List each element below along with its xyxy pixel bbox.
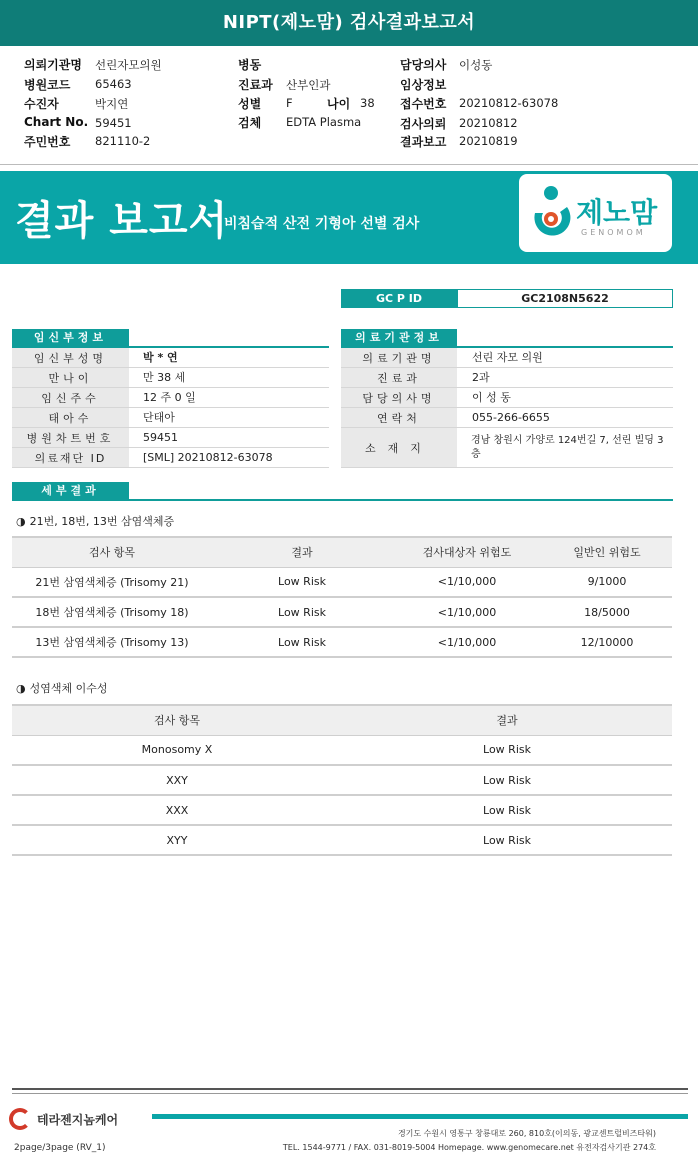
institution-row-value: 055-266-6655 — [472, 410, 550, 424]
table-cell: XXY — [12, 765, 342, 795]
table-cell: Monosomy X — [12, 735, 342, 765]
table-cell: Low Risk — [212, 567, 392, 597]
institution-row — [341, 428, 673, 468]
logo-text-ko: 제노맘 — [576, 196, 658, 229]
doctor-label: 담당의사 — [400, 58, 447, 72]
footer-accent-band — [152, 1114, 688, 1119]
dept-label: 진료과 — [238, 78, 273, 92]
table-row — [12, 795, 672, 825]
half-circle-icon: ◑ — [16, 682, 26, 695]
address-line-1: 경기도 수원시 영통구 창룡대로 260, 810호(이의동, 광교센트럴비즈타워) — [397, 1129, 656, 1138]
report-title: NIPT(제노맘) 검사결과보고서 — [0, 0, 698, 46]
table-cell: Low Risk — [342, 825, 672, 855]
table-row — [12, 567, 672, 597]
receipt-label: 접수번호 — [400, 97, 447, 111]
column-header: 결과 — [342, 705, 672, 735]
dept-value: 산부인과 — [286, 78, 331, 92]
examinee-value: 박지연 — [95, 97, 129, 111]
company-name: 테라젠지놈케어 — [37, 1113, 119, 1127]
column-header: 일반인 위험도 — [542, 537, 672, 567]
doctor-value: 이성동 — [459, 58, 493, 72]
pregnant-row — [12, 388, 329, 408]
institution-row-key: 진료과 — [341, 368, 457, 387]
rrn-value: 821110-2 — [95, 134, 151, 148]
detail-section-line — [12, 499, 673, 501]
patient-info-block — [0, 52, 698, 162]
pregnant-row-key: 병원차트번호 — [12, 428, 129, 447]
table-cell: XYY — [12, 825, 342, 855]
institution-row-key: 연락처 — [341, 408, 457, 427]
age-label: 나이 — [327, 97, 351, 111]
sexchrom-heading — [16, 680, 108, 696]
institution-row — [341, 388, 673, 408]
specimen-label: 검체 — [238, 116, 262, 130]
info-divider — [0, 164, 698, 165]
table-row — [12, 765, 672, 795]
table-cell: 21번 삼염색체증 (Trisomy 21) — [12, 567, 212, 597]
request-value: 20210812 — [459, 116, 518, 130]
institution-row-key: 소재지 — [341, 428, 457, 467]
pregnant-row — [12, 368, 329, 388]
request-label: 검사의뢰 — [400, 117, 447, 131]
banner-title: 결과 보고서 — [15, 198, 229, 244]
sex-label: 성별 — [238, 97, 262, 111]
table-cell: <1/10,000 — [392, 597, 542, 627]
column-header: 검사 항목 — [12, 705, 342, 735]
institution-row — [341, 408, 673, 428]
institution-row-key: 의료기관명 — [341, 348, 457, 367]
column-header: 결과 — [212, 537, 392, 567]
specimen-value: EDTA Plasma — [286, 115, 362, 129]
pregnant-row — [12, 428, 329, 448]
gcpid-field — [341, 289, 673, 308]
table-cell: Low Risk — [212, 597, 392, 627]
pregnant-row-value: 박 * 연 — [143, 350, 178, 364]
pregnant-row-key: 태아수 — [12, 408, 129, 427]
report-date-value: 20210819 — [459, 134, 518, 148]
institution-row-value: 선린 자모 의원 — [472, 350, 543, 364]
column-header: 검사대상자 위험도 — [392, 537, 542, 567]
chart-value: 59451 — [95, 116, 132, 130]
half-circle-icon: ◑ — [16, 515, 26, 528]
institution-row — [341, 348, 673, 368]
logo-text-en: GENOMOM — [581, 228, 646, 237]
table-cell: XXX — [12, 795, 342, 825]
pregnant-row-key: 의료재단 ID — [12, 448, 129, 467]
pregnant-row-key: 임신부성명 — [12, 348, 129, 367]
table-row — [12, 735, 672, 765]
pregnant-row-value: [SML] 20210812-63078 — [143, 450, 273, 464]
institution-info-table — [341, 348, 673, 468]
institution-row-value: 이 성 동 — [472, 390, 511, 404]
footer-divider-thin — [12, 1093, 688, 1094]
pregnant-row-value: 단태아 — [143, 410, 175, 424]
institution-row-value: 2과 — [472, 370, 490, 384]
column-header: 검사 항목 — [12, 537, 212, 567]
institution-section-tab: 의료기관정보 — [341, 329, 457, 346]
institution-row-key: 담당의사명 — [341, 388, 457, 407]
hospital-code-value: 65463 — [95, 77, 132, 91]
table-cell: <1/10,000 — [392, 567, 542, 597]
gcpid-value: GC2108N5622 — [457, 289, 673, 308]
trisomy-table — [12, 536, 672, 658]
receipt-value: 20210812-63078 — [459, 96, 559, 110]
detail-section-tab: 세부결과 — [12, 482, 129, 499]
pregnant-row — [12, 348, 329, 368]
table-row — [12, 825, 672, 855]
hospital-code-label: 병원코드 — [24, 78, 71, 92]
table-cell: Low Risk — [342, 765, 672, 795]
pregnant-row-key: 만나이 — [12, 368, 129, 387]
pregnant-row-value: 59451 — [143, 430, 178, 444]
pregnant-row — [12, 448, 329, 468]
sexchrom-table — [12, 704, 672, 856]
institution-row-value: 경남 창원시 가양로 124번길 7, 선린 빌딩 3층 — [471, 434, 664, 460]
genomom-logo — [519, 174, 672, 252]
table-cell: Low Risk — [342, 795, 672, 825]
ward-label: 병동 — [238, 58, 262, 72]
institution-value: 선린자모의원 — [95, 58, 162, 72]
institution-row — [341, 368, 673, 388]
report-date-label: 결과보고 — [400, 135, 447, 149]
table-cell: Low Risk — [212, 627, 392, 657]
pregnant-section-tab: 임신부정보 — [12, 329, 129, 346]
page-number: 2page/3page (RV_1) — [14, 1143, 106, 1153]
chart-label: Chart No. — [24, 115, 89, 129]
banner-subtitle: 비침습적 산전 기형아 선별 검사 — [224, 216, 420, 232]
table-cell: Low Risk — [342, 735, 672, 765]
trisomy-heading-text: 21번, 18번, 13번 삼염색체증 — [29, 515, 175, 528]
pregnant-row — [12, 408, 329, 428]
sexchrom-header-row — [12, 705, 672, 735]
trisomy-header-row — [12, 537, 672, 567]
clinical-label: 임상정보 — [400, 78, 447, 92]
sexchrom-heading-text: 성염색체 이수성 — [29, 682, 108, 695]
table-row — [12, 627, 672, 657]
table-cell: 18/5000 — [542, 597, 672, 627]
examinee-label: 수진자 — [24, 97, 59, 111]
company-address — [283, 1127, 656, 1155]
institution-label: 의뢰기관명 — [24, 58, 82, 72]
trisomy-heading — [16, 513, 174, 529]
table-cell: 13번 삼염색체증 (Trisomy 13) — [12, 627, 212, 657]
company-logo-icon — [9, 1108, 31, 1130]
sex-value: F — [286, 96, 293, 110]
footer-divider — [12, 1088, 688, 1090]
result-banner — [0, 171, 698, 264]
pregnant-info-table — [12, 348, 329, 468]
address-line-2: TEL. 1544-9771 / FAX. 031-8019-5004 Homepage. www.genomecare.net 유전자검사기관 274호 — [282, 1143, 656, 1152]
age-value: 38 — [360, 96, 375, 110]
table-cell: <1/10,000 — [392, 627, 542, 657]
table-cell: 9/1000 — [542, 567, 672, 597]
pregnant-row-value: 만 38 세 — [143, 370, 186, 384]
gcpid-label: GC P ID — [341, 289, 457, 308]
table-cell: 18번 삼염색체증 (Trisomy 18) — [12, 597, 212, 627]
table-row — [12, 597, 672, 627]
table-cell: 12/10000 — [542, 627, 672, 657]
pregnant-row-key: 임신주수 — [12, 388, 129, 407]
genomom-logo-icon — [527, 183, 577, 243]
pregnant-row-value: 12 주 0 일 — [143, 390, 196, 404]
rrn-label: 주민번호 — [24, 135, 71, 149]
